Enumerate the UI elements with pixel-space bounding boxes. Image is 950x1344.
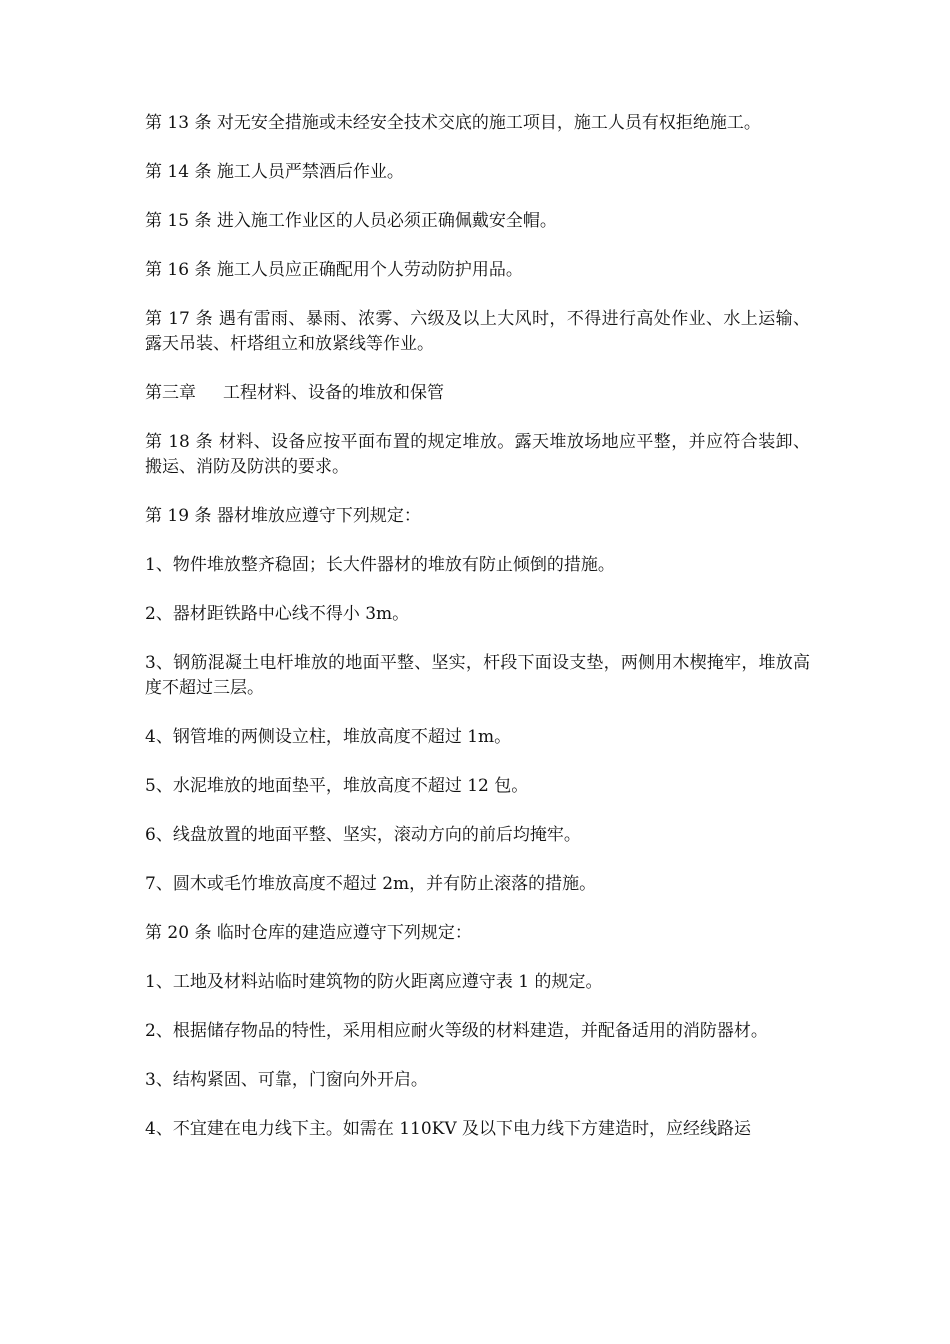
article-19-item-5: 5、水泥堆放的地面垫平，堆放高度不超过 12 包。 [145, 776, 529, 796]
article-19-paragraph: 第 19 条 器材堆放应遵守下列规定： [145, 506, 421, 526]
document-page [145, 111, 810, 1166]
article-20-item-2: 2、根据储存物品的特性，采用相应耐火等级的材料建造，并配备适用的消防器材。 [145, 1021, 768, 1041]
article-19-item-6: 6、线盘放置的地面平整、坚实，滚动方向的前后均掩牢。 [145, 825, 581, 845]
chapter-3-heading: 第三章 工程材料、设备的堆放和保管 [145, 383, 445, 403]
article-16-paragraph: 第 16 条 施工人员应正确配用个人劳动防护用品。 [145, 260, 523, 280]
article-20-item-1: 1、工地及材料站临时建筑物的防火距离应遵守表 1 的规定。 [145, 972, 603, 992]
article-14-paragraph: 第 14 条 施工人员严禁酒后作业。 [145, 162, 404, 182]
article-13-paragraph: 第 13 条 对无安全措施或未经安全技术交底的施工项目，施工人员有权拒绝施工。 [145, 113, 761, 133]
article-19-item-2: 2、器材距铁路中心线不得小 3m。 [145, 604, 410, 624]
article-19-item-1: 1、物件堆放整齐稳固；长大件器材的堆放有防止倾倒的措施。 [145, 555, 615, 575]
article-19-item-4: 4、钢管堆的两侧设立柱，堆放高度不超过 1m。 [145, 727, 512, 747]
article-19-item-7: 7、圆木或毛竹堆放高度不超过 2m，并有防止滚落的措施。 [145, 874, 597, 894]
article-20-paragraph: 第 20 条 临时仓库的建造应遵守下列规定： [145, 923, 472, 943]
article-17-paragraph: 第 17 条 遇有雷雨、暴雨、浓雾、六级及以上大风时，不得进行高处作业、水上运输、露天吊装、杆塔组立和放紧线等作业。 [145, 309, 810, 354]
article-19-item-3: 3、钢筋混凝土电杆堆放的地面平整、坚实，杆段下面设支垫，两侧用木楔掩牢，堆放高度不超过三层。 [145, 653, 810, 698]
article-20-item-4: 4、不宜建在电力线下主。如需在 110KV 及以下电力线下方建造时，应经线路运 [145, 1119, 752, 1139]
article-20-item-3: 3、结构紧固、可靠，门窗向外开启。 [145, 1070, 428, 1090]
article-18-paragraph: 第 18 条 材料、设备应按平面布置的规定堆放。露天堆放场地应平整，并应符合装卸、搬运、消防及防洪的要求。 [145, 432, 810, 477]
article-15-paragraph: 第 15 条 进入施工作业区的人员必须正确佩戴安全帽。 [145, 211, 557, 231]
